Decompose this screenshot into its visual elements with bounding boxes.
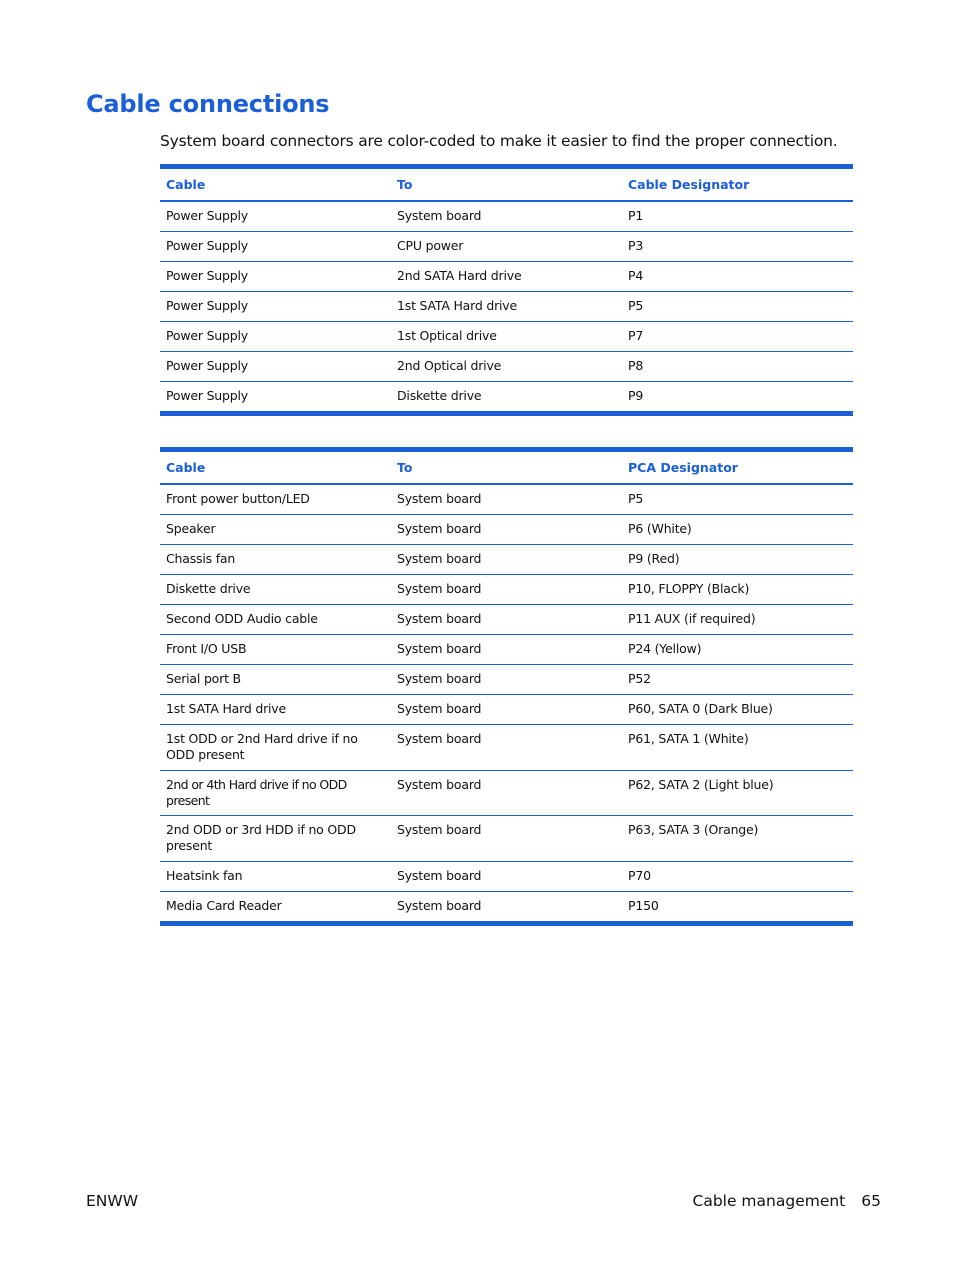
cell-designator: P6 (White)	[622, 515, 853, 545]
header-cable-designator: Cable Designator	[622, 167, 853, 202]
cell-cable: Media Card Reader	[160, 892, 391, 924]
cell-to: System board	[397, 208, 482, 223]
table-row	[160, 771, 853, 816]
cell-to: System board	[397, 491, 482, 506]
cell-cable: Chassis fan	[160, 545, 391, 575]
header-pca-designator: PCA Designator	[622, 450, 853, 485]
cell-to: 1st SATA Hard drive	[391, 292, 622, 322]
table-row	[160, 484, 853, 515]
table-row	[160, 575, 853, 605]
footer-section-name: Cable management	[692, 1192, 846, 1210]
cell-designator: P63, SATA 3 (Orange)	[622, 816, 853, 862]
cell-cable: Serial port B	[160, 665, 391, 695]
cell-cable: Front power button/LED	[166, 491, 310, 506]
cell-designator: P5	[622, 292, 853, 322]
cell-designator: P3	[622, 232, 853, 262]
cell-cable: Speaker	[160, 515, 391, 545]
table-row	[160, 292, 853, 322]
table-row	[160, 892, 853, 924]
cell-cable: Power Supply	[160, 262, 391, 292]
header-to: To	[391, 167, 622, 202]
cell-to: System board	[391, 515, 622, 545]
cable-designator-table	[160, 164, 853, 416]
table-row	[160, 605, 853, 635]
cell-to: System board	[391, 862, 622, 892]
cell-cable: Power Supply	[166, 208, 248, 223]
header-cable: Cable	[160, 167, 391, 202]
pca-designator-table	[160, 447, 853, 926]
table-row	[160, 352, 853, 382]
table-row	[160, 322, 853, 352]
cell-designator: P61, SATA 1 (White)	[622, 725, 853, 771]
cell-to: System board	[391, 605, 622, 635]
cell-cable: 2nd ODD or 3rd HDD if no ODD present	[160, 816, 391, 862]
table-row	[160, 695, 853, 725]
cell-designator: P9	[622, 382, 853, 414]
table-row	[160, 545, 853, 575]
cell-designator: P52	[622, 665, 853, 695]
page-title: Cable connections	[86, 90, 330, 118]
cell-designator: P10, FLOPPY (Black)	[622, 575, 853, 605]
cell-cable: Power Supply	[160, 352, 391, 382]
cell-cable: Second ODD Audio cable	[160, 605, 391, 635]
cell-to: System board	[391, 771, 622, 816]
cell-cable: Power Supply	[160, 292, 391, 322]
cell-to: System board	[391, 545, 622, 575]
table-row	[160, 725, 853, 771]
footer-page-info	[693, 1192, 882, 1210]
cell-to: System board	[391, 665, 622, 695]
table-row	[160, 816, 853, 862]
cell-cable: Diskette drive	[160, 575, 391, 605]
cell-designator: P5	[628, 491, 644, 506]
header-to: To	[391, 450, 622, 485]
footer-publication-code: ENWW	[86, 1192, 139, 1210]
header-cable: Cable	[160, 450, 391, 485]
cell-cable: Power Supply	[160, 322, 391, 352]
table-row	[160, 232, 853, 262]
cell-to: System board	[391, 635, 622, 665]
cell-designator: P11 AUX (if required)	[622, 605, 853, 635]
cell-designator: P150	[622, 892, 853, 924]
table-row	[160, 262, 853, 292]
cell-cable: Front I/O USB	[160, 635, 391, 665]
table-header-row	[160, 167, 853, 202]
cell-to: System board	[391, 575, 622, 605]
table-row	[160, 635, 853, 665]
cell-cable: 2nd or 4th Hard drive if no ODD present	[160, 771, 391, 816]
cell-to: Diskette drive	[391, 382, 622, 414]
cell-to: System board	[391, 816, 622, 862]
cell-cable: Heatsink fan	[160, 862, 391, 892]
cell-designator: P8	[622, 352, 853, 382]
cell-designator: P1	[628, 208, 644, 223]
footer-page-number: 65	[861, 1192, 881, 1210]
cell-designator: P62, SATA 2 (Light blue)	[622, 771, 853, 816]
cell-to: 2nd Optical drive	[391, 352, 622, 382]
cell-designator: P60, SATA 0 (Dark Blue)	[622, 695, 853, 725]
cell-cable: Power Supply	[160, 382, 391, 414]
table-row	[160, 862, 853, 892]
cell-to: 1st Optical drive	[391, 322, 622, 352]
cell-designator: P70	[622, 862, 853, 892]
cell-to: System board	[391, 725, 622, 771]
intro-text: System board connectors are color-coded to make it easier to find the proper connection.	[160, 132, 838, 150]
cell-to: System board	[391, 892, 622, 924]
cell-cable: 1st SATA Hard drive	[160, 695, 391, 725]
cell-to: 2nd SATA Hard drive	[391, 262, 622, 292]
cell-designator: P4	[622, 262, 853, 292]
cell-designator: P9 (Red)	[622, 545, 853, 575]
cell-to: System board	[391, 695, 622, 725]
cell-designator: P7	[622, 322, 853, 352]
table-row	[160, 515, 853, 545]
cell-to: CPU power	[391, 232, 622, 262]
cell-cable: 1st ODD or 2nd Hard drive if no ODD present	[160, 725, 391, 771]
cell-designator: P24 (Yellow)	[622, 635, 853, 665]
table-row	[160, 665, 853, 695]
table-header-row	[160, 450, 853, 485]
cell-cable: Power Supply	[160, 232, 391, 262]
table-row	[160, 382, 853, 414]
table-row	[160, 201, 853, 232]
